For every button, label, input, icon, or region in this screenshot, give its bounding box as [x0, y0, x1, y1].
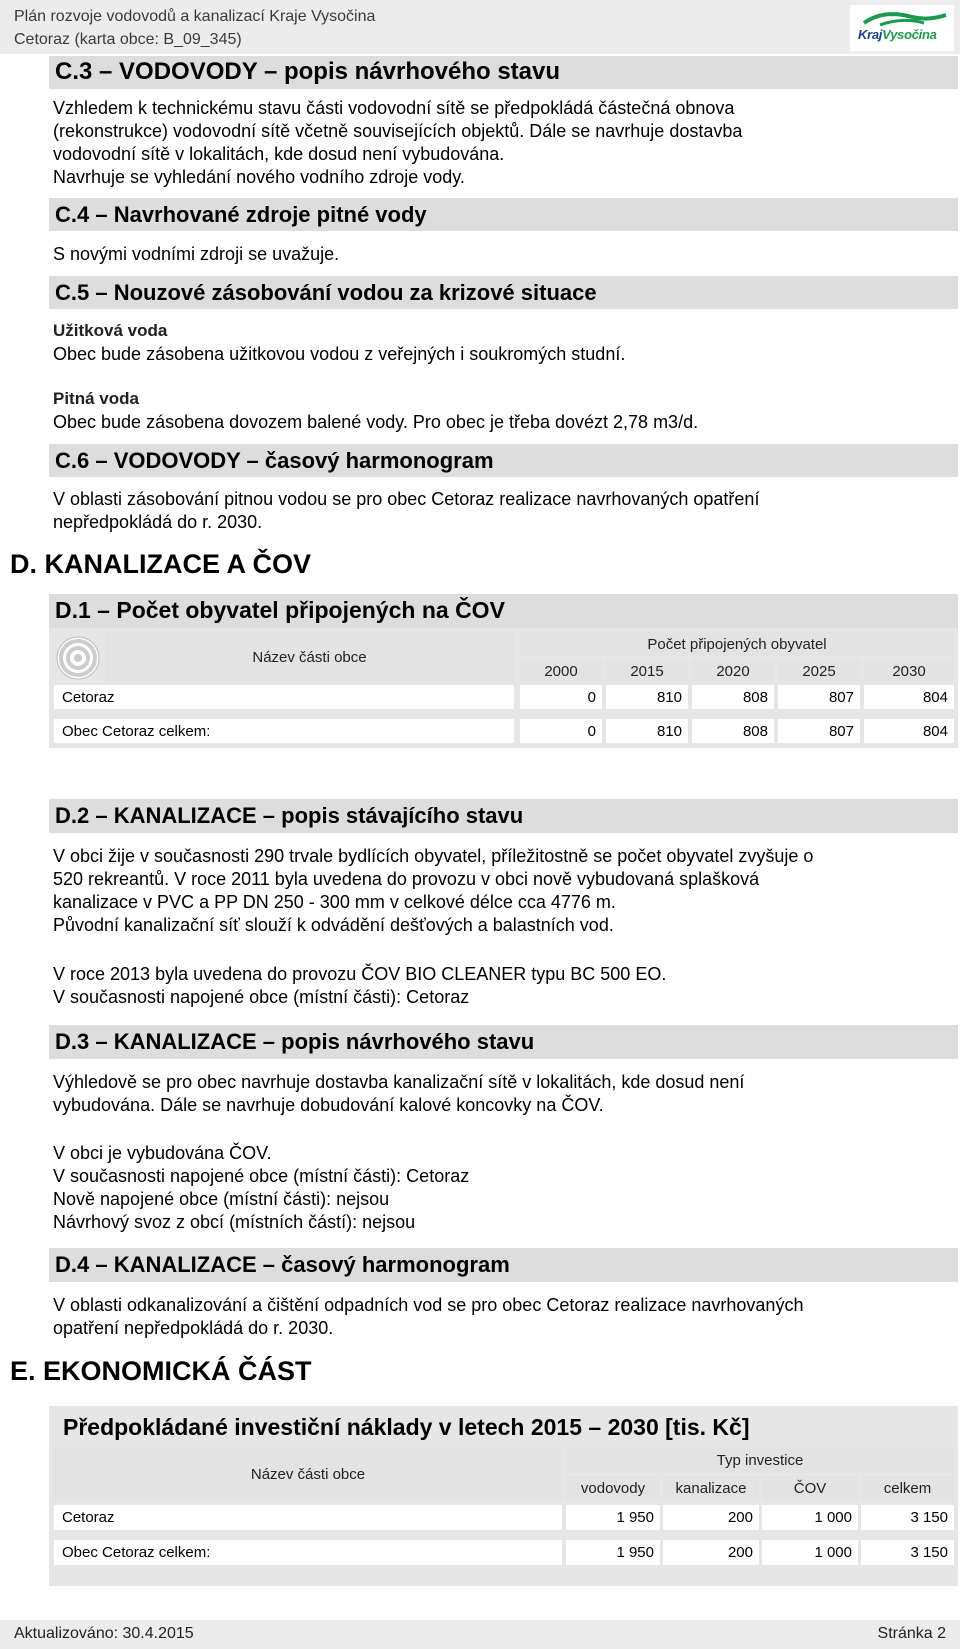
d1-row-2-2020: 808	[692, 719, 774, 743]
e-row-2-cov: 1 000	[762, 1540, 858, 1565]
d1-row-2-2015: 810	[606, 719, 688, 743]
d1-col-group: Počet připojených obyvatel	[520, 632, 954, 656]
e-col-vodovody: vodovody	[566, 1476, 660, 1501]
d1-year-2015: 2015	[606, 660, 688, 682]
d3-line-4: V současnosti napojené obce (místní části): Cetoraz	[53, 1166, 470, 1186]
section-heading-d4: D.4 – KANALIZACE – časový harmonogram	[49, 1248, 958, 1282]
d1-row-2-2000: 0	[520, 719, 602, 743]
e-row-1-name: Cetoraz	[54, 1505, 562, 1530]
d1-year-2020: 2020	[692, 660, 774, 682]
d1-row-1-2030: 804	[864, 685, 954, 709]
e-row-2-celkem: 3 150	[861, 1540, 954, 1565]
d1-row-2-2030: 804	[864, 719, 954, 743]
e-col-cov: ČOV	[762, 1476, 858, 1501]
c6-line-2: nepředpokládá do r. 2030.	[53, 512, 263, 532]
c5-subheading-2: Pitná voda	[53, 389, 139, 408]
e-row-1-vodovody: 1 950	[566, 1505, 660, 1530]
d3-line-5: Nově napojené obce (místní části): nejsou	[53, 1189, 390, 1209]
page-number: Stránka 2	[877, 1625, 946, 1642]
d1-row-1-name: Cetoraz	[54, 685, 514, 709]
d1-year-2030: 2030	[864, 660, 954, 682]
updated-date: Aktualizováno: 30.4.2015	[14, 1625, 194, 1642]
d2-line-3: kanalizace v PVC a PP DN 250 - 300 mm v celkové délce cca 4776 m.	[53, 892, 616, 912]
section-heading-c4: C.4 – Navrhované zdroje pitné vody	[49, 198, 958, 231]
c6-line-1: V oblasti zásobování pitnou vodou se pro obec Cetoraz realizace navrhovaných opatření	[53, 489, 760, 509]
chapter-heading-d: D. KANALIZACE A ČOV	[10, 549, 311, 579]
e-row-1-celkem: 3 150	[861, 1505, 954, 1530]
d1-row-1-2000: 0	[520, 685, 602, 709]
c5-subheading-1: Užitková voda	[53, 321, 168, 340]
d3-line-2: vybudována. Dále se navrhuje dobudování kalové koncovky na ČOV.	[53, 1095, 604, 1115]
region-logo	[850, 5, 954, 51]
document-title: Plán rozvoje vodovodů a kanalizací Kraje Vysočina	[14, 8, 376, 25]
d1-year-2000: 2000	[520, 660, 602, 682]
d1-year-2025: 2025	[778, 660, 860, 682]
e-row-2-name: Obec Cetoraz celkem:	[54, 1540, 562, 1565]
d2-line-5: V roce 2013 byla uvedena do provozu ČOV BIO CLEANER typu BC 500 EO.	[53, 964, 667, 984]
d4-line-2: opatření nepředpokládá do r. 2030.	[53, 1318, 334, 1338]
e-col-kanalizace: kanalizace	[663, 1476, 759, 1501]
section-heading-c3: C.3 – VODOVODY – popis návrhového stavu	[49, 56, 958, 89]
c3-line-1: Vzhledem k technickému stavu části vodovodní sítě se předpokládá částečná obnova	[53, 98, 735, 118]
e-col-group: Typ investice	[566, 1447, 954, 1473]
d2-line-4: Původní kanalizační síť slouží k odvádění dešťových a balastních vod.	[53, 915, 614, 935]
e-col-name: Název části obce	[54, 1447, 562, 1501]
d3-line-1: Výhledově se pro obec navrhuje dostavba kanalizační sítě v lokalitách, kde dosud není	[53, 1072, 745, 1092]
section-heading-d2: D.2 – KANALIZACE – popis stávajícího stavu	[49, 799, 958, 833]
d2-line-2: 520 rekreantů. V roce 2011 byla uvedena do provozu v obci nově vybudovaná splašková	[53, 869, 760, 889]
document-subtitle: Cetoraz (karta obce: B_09_345)	[14, 31, 242, 48]
logo-label: KrajVysočina	[858, 27, 937, 42]
c5-text-1: Obec bude zásobena užitkovou vodou z veřejných i soukromých studní.	[53, 344, 626, 364]
section-heading-d1: D.1 – Počet obyvatel připojených na ČOV	[49, 594, 958, 628]
d1-col-name: Název části obce	[105, 632, 514, 682]
d1-row-1-2025: 807	[778, 685, 860, 709]
section-heading-d3: D.3 – KANALIZACE – popis návrhového stavu	[49, 1025, 958, 1059]
e-col-celkem: celkem	[861, 1476, 954, 1501]
page-footer	[0, 1620, 960, 1649]
d3-line-3: V obci je vybudována ČOV.	[53, 1143, 272, 1163]
e-row-2-kanalizace: 200	[663, 1540, 759, 1565]
d1-row-2-name: Obec Cetoraz celkem:	[54, 719, 514, 743]
section-heading-c6: C.6 – VODOVODY – časový harmonogram	[49, 444, 958, 477]
c3-line-3: vodovodní sítě v lokalitách, kde dosud není vybudována.	[53, 144, 505, 164]
c3-line-4: Navrhuje se vyhledání nového vodního zdroje vody.	[53, 167, 465, 187]
e-row-1-kanalizace: 200	[663, 1505, 759, 1530]
page-header	[0, 0, 960, 54]
d4-line-1: V oblasti odkanalizování a čištění odpadních vod se pro obec Cetoraz realizace navrhovaných	[53, 1295, 804, 1315]
d1-row-1-2020: 808	[692, 685, 774, 709]
target-icon	[54, 634, 102, 682]
c4-text: S novými vodními zdroji se uvažuje.	[53, 244, 340, 264]
c3-line-2: (rekonstrukce) vodovodní sítě včetně souvisejících objektů. Dále se navrhuje dostavba	[53, 121, 743, 141]
e-row-1-cov: 1 000	[762, 1505, 858, 1530]
d2-line-6: V současnosti napojené obce (místní části): Cetoraz	[53, 987, 470, 1007]
d1-row-2-2025: 807	[778, 719, 860, 743]
d3-line-6: Návrhový svoz z obcí (místních částí): nejsou	[53, 1212, 416, 1232]
d2-line-1: V obci žije v současnosti 290 trvale bydlících obyvatel, příležitostně se počet obyvatel zvyšuje o	[53, 846, 814, 866]
section-heading-c5: C.5 – Nouzové zásobování vodou za krizové situace	[49, 276, 958, 309]
d1-row-1-2015: 810	[606, 685, 688, 709]
chapter-heading-e: E. EKONOMICKÁ ČÁST	[10, 1356, 312, 1386]
e-row-2-vodovody: 1 950	[566, 1540, 660, 1565]
c5-text-2: Obec bude zásobena dovozem balené vody. Pro obec je třeba dovézt 2,78 m3/d.	[53, 412, 699, 432]
e-table-title: Předpokládané investiční náklady v letech 2015 – 2030 [tis. Kč]	[63, 1414, 750, 1440]
